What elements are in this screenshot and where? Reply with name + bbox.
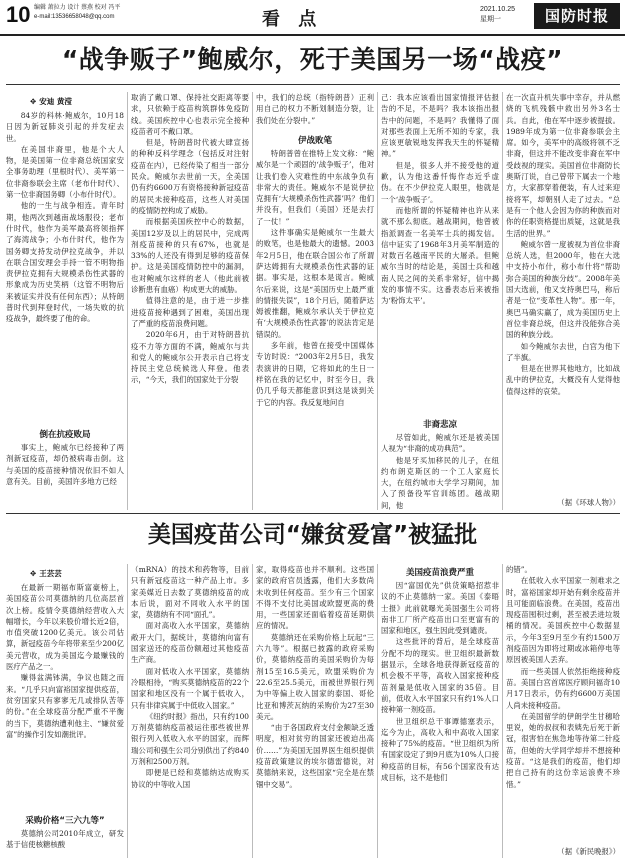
paragraph: 值得注意的是，由于进一步推进疫苗接种遇到了困难，美国出现了严重的疫苗浪费问题。: [131, 296, 249, 328]
column-divider: [377, 564, 378, 858]
diamond-icon: ✥: [30, 97, 37, 106]
paragraph: 而他所谓的怀疑精神也许从来就不那么彻底。越战期间，他曾被指派调查一名美军士兵的揭发信。信中证实了1968年3月美军制造的对数百名越南平民的大屠杀。但鲍威尔当时的结论是，美国士兵和越南人民之间的关系非常好，信中揭发的事情不实。这番表态后来被指为‘粉饰太平’。: [381, 205, 499, 306]
article1-column-4b: [381, 432, 499, 510]
page-header: [0, 0, 625, 36]
article1-byline: [30, 96, 72, 107]
article2-author: 王芸芸: [39, 569, 62, 578]
column-divider: [127, 564, 128, 858]
article1-headline: “战争贩子”鲍威尔，死于美国另一场“战疫”: [61, 45, 564, 74]
paragraph: 他的一生与战争相连。青年时期，他两次到越南战场服役；老布什时代，他作为美军最高将领指挥了海湾战争；小布什时代，他作为国务卿支持发动伊拉克战争，并以在联合国安理会手持一管不明物指责伊拉克拥有大规模杀伤性武器的形象成为历史笑柄（这管不明物后来被证实并没有任何东西）；从特朗普时代到拜登时代，一场失败的抗疫战争，最终要了他的命。: [6, 201, 124, 324]
paragraph: 在一次直升机失事中幸存，并从燃烧的飞机残骸中救出另外3名士兵。自此，他在军中逐步被提拔。1989年成为第一位非裔参联会主席。如今，美军中的高级将领不乏非裔，但这并不能改变非裔在军中受歧视的现实。美国首位非裔防长奥斯汀说，自己曾带下属去一个地方，大家都穿着便装，有人过来迎接将军，却朝别人走了过去。“总是有一个他人会因为你的种族而对你的任职资格提出质疑，这就是我生活的世界。”: [506, 93, 620, 238]
paragraph: 84岁的科林·鲍威尔，10月18日因为新冠肺炎引起的并发症去世。: [6, 111, 124, 143]
issue-date: [480, 5, 515, 25]
paragraph: 中，我们的总统（指特朗普）正利用自己的权力不断划制造分裂，让我们处在分裂中。”: [256, 93, 374, 125]
article2-column-1: [6, 582, 124, 810]
article1-column-4: [381, 92, 499, 414]
article2-byline: [30, 568, 62, 579]
paragraph: 他是牙买加移民的儿子，在纽约布朗克斯区的一个工人家庭长大，在纽约城市大学学习期间，加入了预备役军官训练团。越战期间，他: [381, 455, 499, 510]
paragraph: 如今鲍威尔去世，白宫为他下了半旗。: [506, 341, 620, 362]
paragraph: 在美国留学的伊朗学生甘穗哈里说，她的叔叔和表姨先后死于新冠，很害怕在焦急地等待第二针疫苗，但她的大学同学却并不想接种疫苗。“这是我们的疫苗，他们却把自己持有的这份幸运浪费不珍惜。”: [506, 711, 620, 789]
paragraph: 的错”。: [506, 565, 532, 574]
editors-line: [34, 4, 120, 22]
paragraph: 即便是已经和莫德纳达成购买协议的中等收入国: [131, 768, 249, 789]
article1-credit: （据《环球人物》）: [557, 498, 620, 507]
paragraph: 世卫组织总干事谭德塞表示，迄今为止，高收入和中高收入国家接种了75%的疫苗。“世卫组织为所有国家设定了到9月底为10%人口接种疫苗的目标，有56个国家没有达成目标，这不是他们: [381, 716, 499, 783]
paragraph: 在最新一期福布斯富豪榜上，美国疫苗公司莫德纳的几位高层首次上榜。疫情令莫德纳经营收入大幅增长，今年以来股价增长近2倍，市值突破1200亿美元。该公司估算，新冠疫苗今年将带来至少200亿美元营收，成为美国迄今最赚钱的医疗产品之一。: [6, 583, 124, 672]
paragraph: 莫德纳还在采购价格上玩起“三六九等”。根据已披露的政府采购价，莫德纳疫苗的美国采购价为每剂15至16.5美元，欧盟采购价为22.6至25.5美元，而被世界银行列为中等偏上收入国家的泰国、哥伦比亚和博茨瓦纳的采购价为27至30美元。: [256, 632, 374, 721]
article1-column-2: [131, 92, 249, 510]
paragraph: 莫德纳公司2010年成立，研发基于信使核糖核酸: [6, 829, 124, 850]
column-divider: [502, 564, 503, 858]
paragraph: 尽管如此，鲍威尔还是被美国人视为“非裔的成功典范”。: [381, 433, 499, 454]
paragraph: 面对高收入水平国家，莫德纳敞开大门，据统计，莫德纳向富有国家送还的疫苗份额超过其他疫苗生产商。: [131, 621, 249, 665]
article1-author: 安迪 黄滢: [39, 97, 72, 106]
paragraph: （mRNA）的技术和药物等，目前只有新冠疫苗这一种产品上市。多家美媒近日去数了莫德纳疫苗的成本后说，面对不同收入水平的国家，莫德纳有不同“面孔”。: [131, 565, 249, 620]
article1-subhead-3: 非裔悲凉: [422, 420, 457, 430]
page-number: 10: [6, 2, 31, 27]
paragraph: 这件事确实是鲍威尔一生最大的败笔，也是他最大的遗憾。2003年2月5日，他在联合国公布了所谓萨达姆拥有大规模杀伤性武器的证据。事实是，这根本是谎言。鲍威尔后来说，这是“美国历史上最严重的情报失误”，18个月后，随着萨达姆被推翻，鲍威尔承认关于伊拉克有‘大规模杀伤性武器’的说法肯定是错误的。: [256, 228, 374, 339]
article1-column-5: [506, 92, 620, 496]
paragraph: 这些批评的背后，是全球疫苗分配不均的现实。世卫组织最新数据显示，全球各地获得新冠疫苗的机会极不平等，高收入国家接种疫苗剂量是低收入国家的35倍。目前，低收入水平国家只有约1%人口接种第一剂疫苗。: [381, 637, 499, 715]
column-divider: [252, 92, 253, 510]
section-title: 看 点: [262, 9, 323, 30]
paragraph: 鲍威尔曾一度被视为首位非裔总统人选，但2000年，他在大选中支持小布什，称小布什将“帮助弥合美国的种族分歧”。2008年美国大选前，他又支持奥巴马，称后者是一位“变革性人物”。那一年，奥巴马确实赢了，成为美国历史上首位非裔总统，但这并没能弥合美国的种族分歧。: [506, 239, 620, 340]
article1-subhead-2: 伊战败笔: [297, 136, 332, 146]
paragraph: 在低收入水平国家一剂难求之时，富裕国家却开始有剩余疫苗并且可能面临浪费。在美国，疫苗出现疫苗囤积过剩，甚至被丢进垃圾桶的情况。美国疾控中心数据显示，今年3至9月至少有约1500万剂疫苗因为即将过期或冰箱停电等原因被美国人丢弃。: [506, 576, 620, 665]
paragraph: 而一些美国人依然拒绝接种疫苗。美国白宫首席医疗顾问福奇10月17日表示，仍有约6600万美国人尚未接种疫苗。: [506, 666, 620, 710]
article1-column-3b: [256, 148, 374, 510]
divider: [6, 513, 620, 514]
column-divider: [252, 564, 253, 858]
column-divider: [127, 92, 128, 510]
divider: [6, 84, 620, 85]
paragraph: 己：我本应该看出国家情报评估报告的不足，不是吗？我本该指出报告中的问题，不是吗？我懂得了面对那些表面上无所不知的专家，我应该更敏锐地发挥我天生的怀疑精神。”: [381, 93, 499, 159]
article2-subhead-1: 采购价格“三六九等”: [25, 816, 105, 826]
paragraph: 因“富国优先”供货策略招惹非议的不止莫德纳一家。美国《泰晤士报》此前就曝光美国强生公司将南非工厂所产疫苗出口至更富有的国家和地区，强生因此受到谴责。: [381, 581, 499, 636]
article1-subhead-1: 倒在抗疫败局: [39, 430, 91, 440]
paragraph: 家，取得疫苗也并不顺利。这些国家的政府官员透露，他们大多数尚未收到任何疫苗。至少有三个国家不得不支付比美国或欧盟更高的费用，一些国家还面临着疫苗延期供应的情况。: [256, 565, 374, 631]
editors-names: 编辑 萧拉力 设计 蔡燕 校对 冯平: [34, 5, 121, 11]
paragraph: 取消了戴口罩、保持社交距离等要求，只依赖于疫苗构筑群体免疫防线。美国疾控中心也表示完全接种疫苗者可不戴口罩。: [131, 93, 249, 136]
paragraph: 而根据美国疾控中心的数据，美国12岁及以上的居民中，完成两剂疫苗接种的只有67%，也就是33%的人还没有得到足够的疫苗保护。这是美国疫情防控中的漏洞，也对鲍威尔这样的老人（他此前被诊断患有血癌）构成更大的威胁。: [131, 217, 249, 295]
article2-column-2: [131, 564, 249, 858]
diamond-icon: ✥: [30, 569, 37, 578]
paragraph: 但是，特朗普时代被大肆宣扬的种种反科学理念（包括反对注射疫苗在内），已经传染了相当一部分民众。鲍威尔去世前一天，全美国仍有约6600万有资格接种新冠疫苗的居民未接种疫苗，这些人对美国的疫情防控构成了威胁。: [131, 138, 249, 215]
paragraph: 赚得盆满钵满，争议也随之而来。“几乎只向富裕国家提供疫苗，贫穷国家只有寥寥无几或排队苦等的份。”在全球疫苗分配严重不平衡的当下，莫德纳遭利他主、“嫌贫爱富”的操作引发如潮批评。: [6, 673, 124, 739]
article2-column-3: [256, 564, 374, 858]
paragraph: 特朗普曾在推特上发文称：“鲍威尔是一个顽固的‘战争贩子’，他对让我们卷入灾难性的中东战争负有非常大的责任。鲍威尔不是说伊拉克拥有‘大规模杀伤性武器’吗？他们并没有，但我们（美国）还是去打了一仗！”: [256, 149, 374, 226]
paragraph: 面对低收入水平国家，莫德纳冷眼相待，“购买莫德纳疫苗的22个国家和地区没有一个属于低收入，只有非律宾属于中低收入国家。”: [131, 666, 249, 710]
article1-column-1b: [6, 442, 124, 510]
paragraph: 但是，很多人并不接受他的道歉，认为他这番忏悔作态近乎虚伪。在不少伊拉克人眼里，他就是一个‘战争贩子’。: [381, 160, 499, 204]
paragraph: 在美国非裔里，他是个大人物，是美国第一位非裔总统国家安全事务助理（里根时代）、美军第一位非裔参联会主席（老布什时代）、第一位非裔国务卿（小布什时代）。: [6, 144, 124, 200]
article2-column-4: [381, 580, 499, 858]
paragraph: 《纽约时报》指出，只有约100万剂莫德纳疫苗被运往那些被世界银行列入低收入水平的国家，而辉瑞公司和强生公司分别供出了约840万剂和2500万剂。: [131, 711, 249, 767]
paragraph: 事实上，鲍威尔已经接种了两剂新冠疫苗，却仍被病毒击倒。这与美国的疫苗接种情况依旧不如人意有关。目前，美国许多地方已经: [6, 443, 124, 486]
article2-credit: （据《新民晚报》）: [557, 847, 620, 856]
editor-email: e-mail:13536658048@qq.com: [34, 14, 115, 20]
issue-weekday: 星期一: [480, 16, 501, 23]
article2-headline: 美国疫苗公司“嫌贫爱富”被猛批: [147, 522, 478, 548]
article1-column-3: [256, 92, 374, 128]
column-divider: [377, 92, 378, 510]
article2-column-1b: [6, 828, 124, 858]
paragraph: “由于各国政府支付金额缺乏透明度，相对贫穷的国家还被迫出高价……”为美国无国界医生组织提供疫苗政策建议的埃尔德雷德说，对莫德纳来说，这些国家“完全是在禁锢中交易”。: [256, 723, 374, 789]
newspaper-logo: 国防时报: [534, 3, 620, 29]
column-divider: [502, 92, 503, 510]
paragraph: 多年前，他曾在接受中国媒体专访时说：“2003年2月5日，我发表演讲的日期，它将如此的生日一样铭在我的记忆中，时至今日，我仍几乎每天都能意识到这是谈到关于它的内容。我反复地问自: [256, 341, 374, 407]
article2-column-5: [506, 564, 620, 844]
article1-column-1: [6, 110, 124, 424]
paragraph: 但是在世界其他地方，比如战乱中的伊拉克，大概没有人觉得他值得这样的哀荣。: [506, 364, 620, 396]
issue-date-value: 2021.10.25: [480, 6, 516, 13]
article2-subhead-2: 美国疫苗浪费严重: [405, 568, 474, 578]
paragraph: 2020年6月，由于对特朗普抗疫不力等方面的不满，鲍威尔与共和党人的鲍威尔公开表示自己将支持民主党总统候选人拜登。他表示，“今天，我们的国家处于分裂: [131, 330, 249, 385]
